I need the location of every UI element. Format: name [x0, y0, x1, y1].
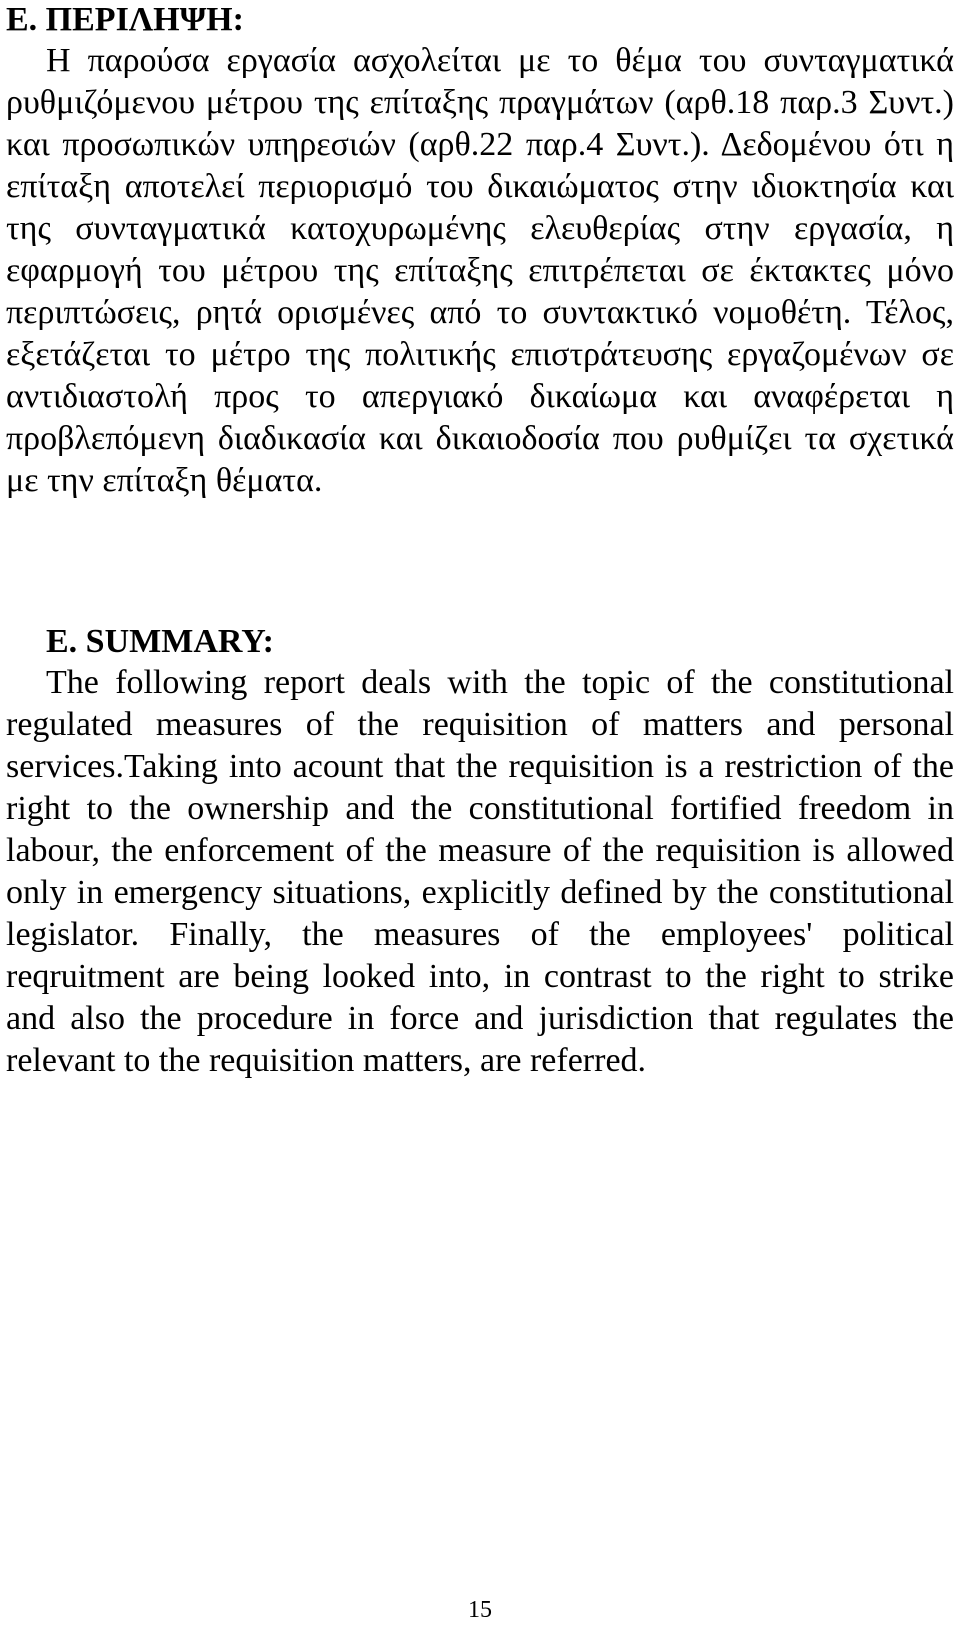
- document-page: [6, 0, 954, 1079]
- greek-summary-section: [6, 0, 954, 502]
- english-summary-heading: E. SUMMARY:: [46, 623, 274, 660]
- greek-summary-body: Η παρούσα εργασία ασχολείται με το θέμα του συνταγματικά ρυθμιζόμενου μέτρου της επίταξης πραγμάτων (αρθ.18 παρ.3 Συντ.) και προσωπικών υπηρεσιών (αρθ.22 παρ.4 Συντ.). Δεδομένου ότι η επίταξη αποτελεί περιορισμό του δικαιώματος στην ιδιοκτησία και της συνταγματικά κατοχυρωμένης ελευθερίας στην εργασία, η εφαρμογή του μέτρου της επίταξης επιτρέπεται σε έκτακτες μόνο περιπτώσεις, ρητά ορισμένες από το συντακτικό νομοθέτη. Τέλος, εξετάζεται το μέτρο της πολιτικής επιστράτευσης εργαζομένων σε αντιδιαστολή προς το απεργιακό δικαίωμα και αναφέρεται η προβλεπόμενη διαδικασία και δικαιοδοσία που ρυθμίζει τα σχετικά με την επίταξη θέματα.: [6, 42, 954, 499]
- english-summary-body: The following report deals with the topic of the constitutional regulated measures of the requisition of matters and personal services.Taking into acount that the requisition is a restriction of the right to the ownership and the constitutional fortified freedom in labour, the enforcement of the measure of the requisition is allowed only in emergency situations, explicitly defined by the constitutional legislator. Finally, the measures of the employees' political reqruitment are being looked into, in contrast to the right to strike and also the procedure in force and jurisdiction that regulates the relevant to the requisition matters, are referred.: [6, 664, 954, 1079]
- page-number: 15: [468, 1597, 492, 1623]
- english-summary-section: [6, 622, 954, 1082]
- greek-summary-heading: Ε. ΠΕΡΙΛΗΨΗ:: [6, 1, 244, 38]
